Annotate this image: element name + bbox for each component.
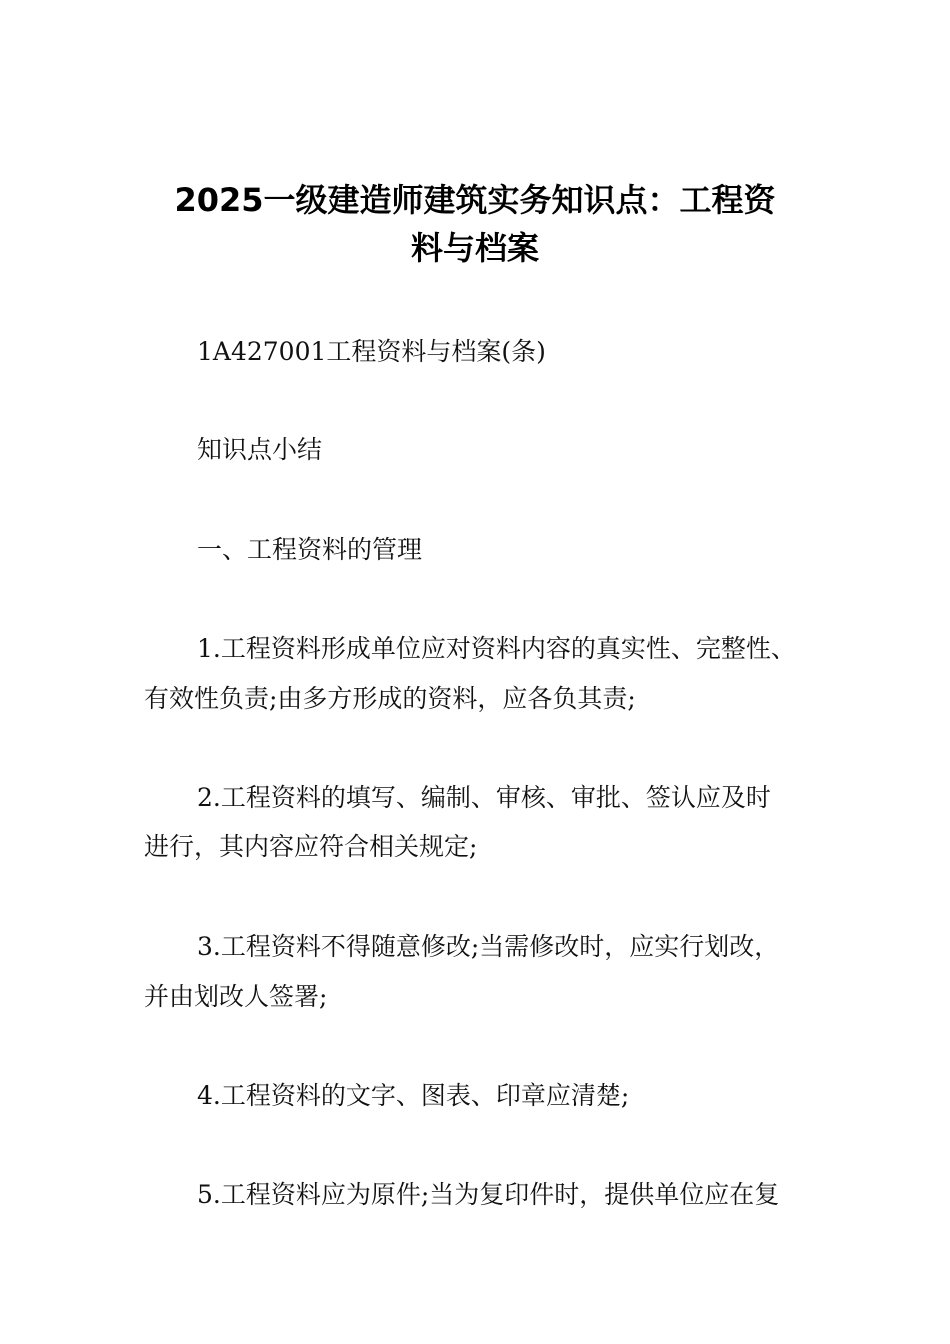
- paragraph-3-line-1: 3.工程资料不得随意修改;当需修改时，应实行划改，: [197, 932, 780, 961]
- paragraph-1-line-2: 有效性负责;由多方形成的资料，应各负其责;: [144, 684, 636, 713]
- paragraph-1-line-1: 1.工程资料形成单位应对资料内容的真实性、完整性、: [197, 634, 796, 663]
- paragraph-2-line-2: 进行，其内容应符合相关规定;: [144, 832, 478, 861]
- section-heading-management: 一、工程资料的管理: [197, 535, 423, 564]
- document-title-line-1: 2025一级建造师建筑实务知识点：工程资: [174, 181, 776, 219]
- paragraph-2-line-1: 2.工程资料的填写、编制、审核、审批、签认应及时: [197, 783, 771, 812]
- section-code-heading: 1A427001工程资料与档案(条): [197, 337, 546, 366]
- document-title-line-2: 料与档案: [410, 229, 539, 267]
- paragraph-4-line-1: 4.工程资料的文字、图表、印章应清楚;: [197, 1081, 630, 1110]
- paragraph-3-line-2: 并由划改人签署;: [144, 982, 328, 1011]
- paragraph-5-line-1: 5.工程资料应为原件;当为复印件时，提供单位应在复: [197, 1180, 780, 1209]
- summary-heading: 知识点小结: [197, 435, 323, 464]
